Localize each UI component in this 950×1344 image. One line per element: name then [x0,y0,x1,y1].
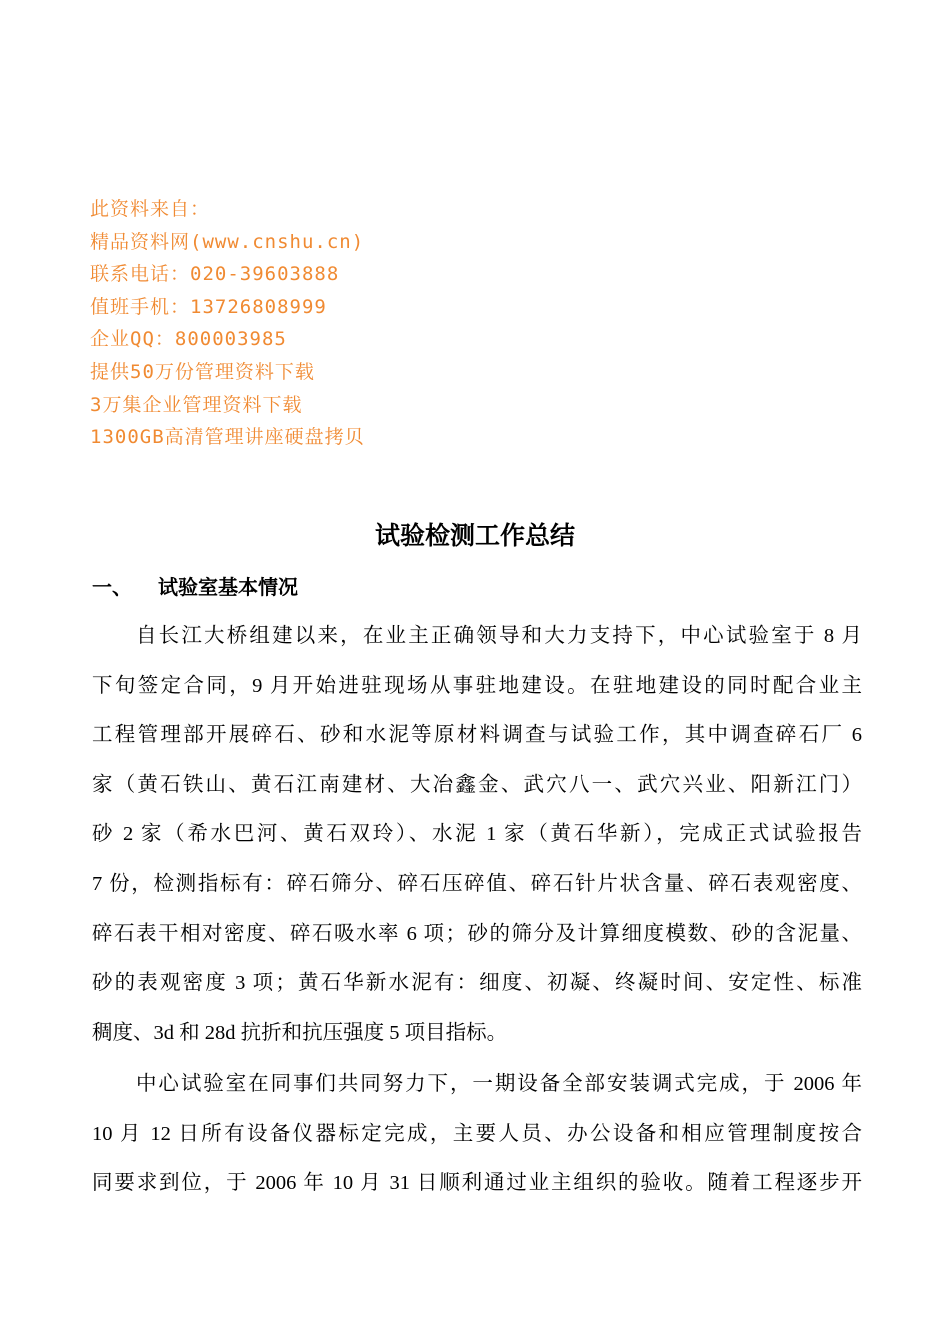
paragraph-line: 中心试验室在同事们共同努力下，一期设备全部安装调式完成，于 2006 年 [136,1073,862,1095]
website-line: 精品资料网(www.cnshu.cn) [90,230,365,253]
qq-line: 企业QQ：800003985 [90,328,287,351]
promo-line: 3万集企业管理资料下载 [90,393,303,416]
paragraph-line: 砂 2 家（希水巴河、黄石双玲）、水泥 1 家（黄石华新），完成正式试验报告 [92,823,862,846]
source-info-block [90,193,365,454]
promo-line: 提供50万份管理资料下载 [90,360,315,383]
paragraph-line: 自长江大桥组建以来，在业主正确领导和大力支持下，中心试验室于 8 月 [136,625,862,647]
paragraph-line: 工程管理部开展碎石、砂和水泥等原材料调查与试验工作，其中调查碎石厂 6 [92,724,862,747]
section-heading [92,570,298,604]
paragraph-line: 7 份，检测指标有：碎石筛分、碎石压碎值、碎石针片状含量、碎石表观密度、 [92,872,862,895]
paragraph-line: 同要求到位，于 2006 年 10 月 31 日顺利通过业主组织的验收。随着工程逐步开 [92,1172,862,1195]
source-line: 此资料来自： [90,198,211,220]
paragraph-line: 下旬签定合同，9 月开始进驻现场从事驻地建设。在驻地建设的同时配合业主 [92,674,862,697]
phone-line: 联系电话：020-39603888 [90,263,340,286]
document-title: 试验检测工作总结 [374,521,575,550]
promo-line: 1300GB高清管理讲座硬盘拷贝 [90,426,365,449]
paragraph-line: 稠度、3d 和 28d 抗折和抗压强度 5 项目指标。 [92,1021,508,1044]
paragraph [92,612,862,1058]
mobile-line: 值班手机：13726808999 [90,295,327,318]
paragraph-line: 砂的表观密度 3 项；黄石华新水泥有：细度、初凝、终凝时间、安定性、标准 [92,972,862,995]
paragraph-line: 碎石表干相对密度、碎石吸水率 6 项；砂的筛分及计算细度模数、砂的含泥量、 [92,922,862,945]
paragraph-line: 家（黄石铁山、黄石江南建材、大冶鑫金、武穴八一、武穴兴业、阳新江门） [92,773,862,796]
paragraph-line: 10 月 12 日所有设备仪器标定完成，主要人员、办公设备和相应管理制度按合 [92,1122,862,1145]
paragraph [92,1060,862,1209]
section-title: 试验室基本情况 [158,575,298,599]
section-number: 一、 [92,575,132,599]
